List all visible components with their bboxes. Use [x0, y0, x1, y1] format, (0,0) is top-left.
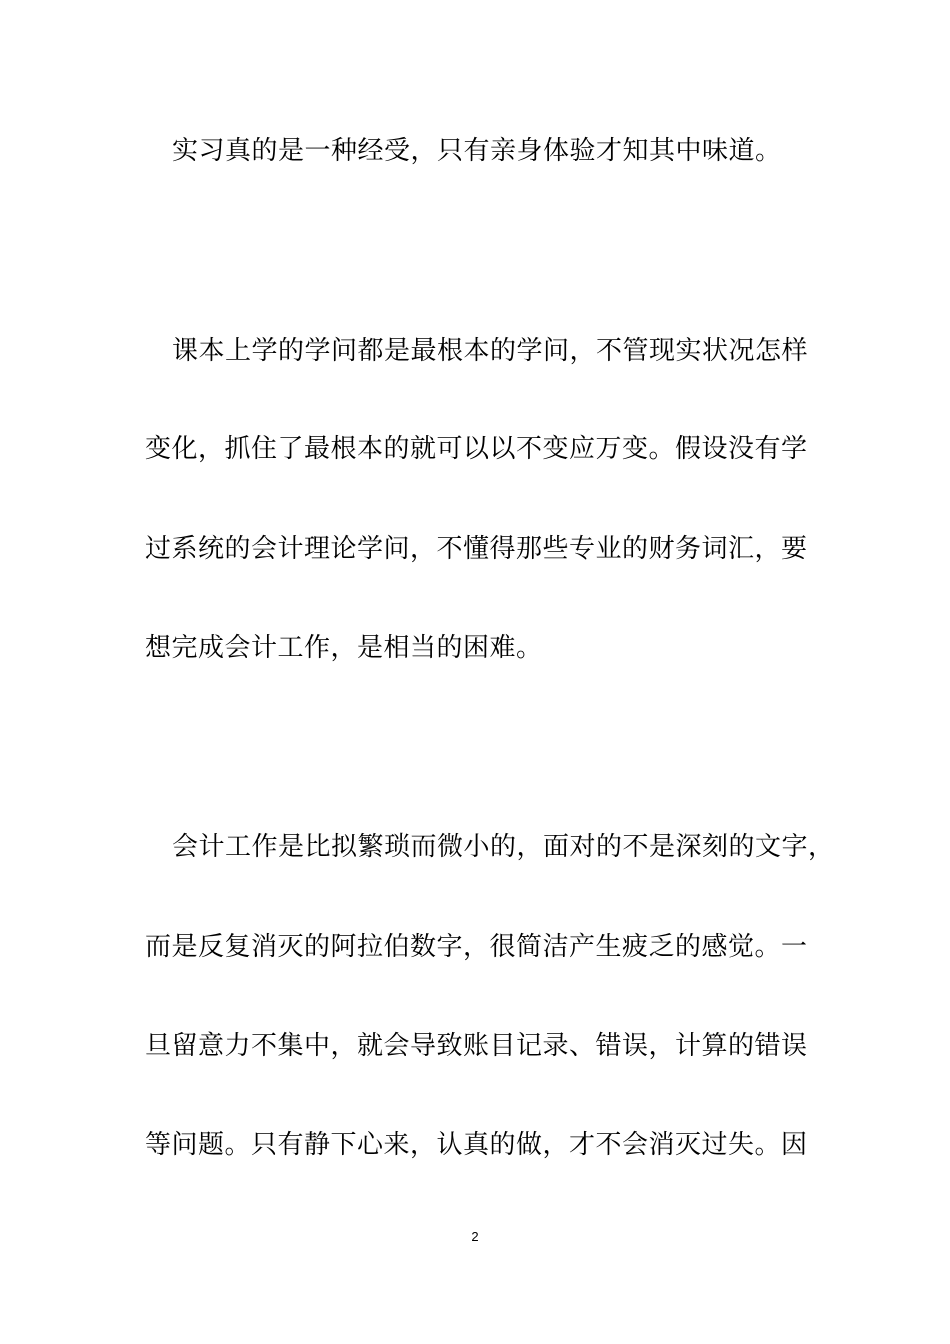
paragraph-2-line-2: 变化，抓住了最根本的就可以以不变应万变。假设没有学 — [145, 434, 808, 464]
paragraph-3-line-2: 而是反复消灭的阿拉伯数字，很简洁产生疲乏的感觉。一 — [145, 932, 808, 962]
paragraph-3-line-1: 会计工作是比拟繁琐而微小的，面对的不是深刻的文字， — [172, 832, 835, 862]
paragraph-2-line-1: 课本上学的学问都是最根本的学问，不管现实状况怎样 — [172, 336, 809, 366]
paragraph-3-line-3: 旦留意力不集中，就会导致账目记录、错误，计算的错误 — [145, 1031, 808, 1061]
paragraph-2-line-3: 过系统的会计理论学问，不懂得那些专业的财务词汇，要 — [145, 534, 808, 564]
paragraph-2-line-4: 想完成会计工作，是相当的困难。 — [145, 633, 543, 663]
paragraph-1-line-1: 实习真的是一种经受，只有亲身体验才知其中味道。 — [172, 136, 782, 166]
paragraph-3-line-4: 等问题。只有静下心来，认真的做，才不会消灭过失。因 — [145, 1130, 808, 1160]
page-number: 2 — [471, 1229, 479, 1244]
